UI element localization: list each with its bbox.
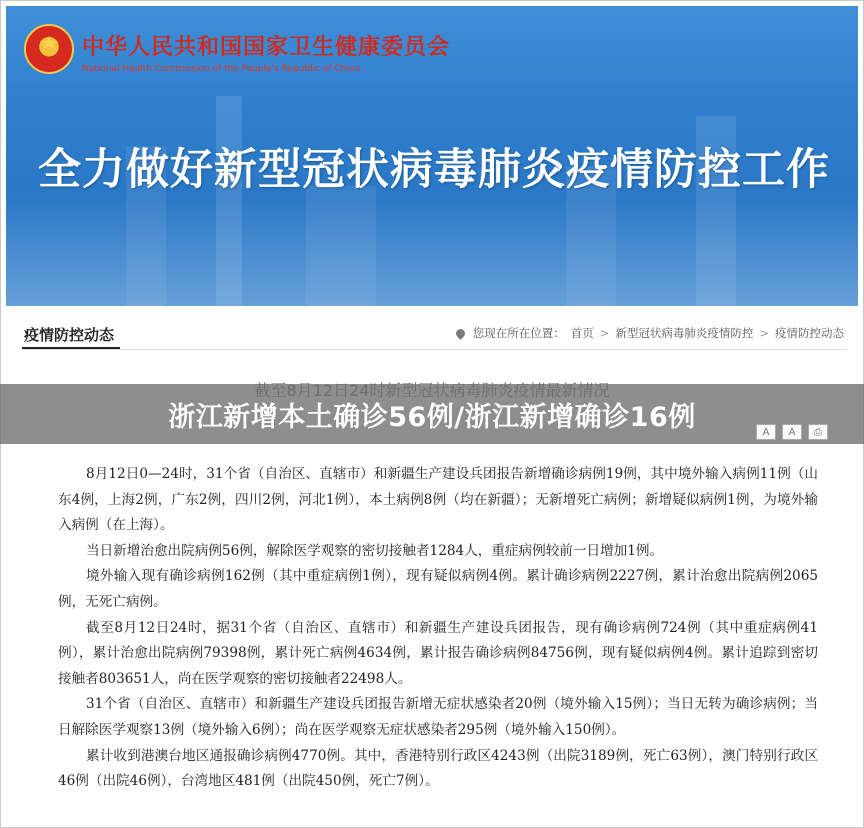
article-paragraph: 累计收到港澳台地区通报确诊病例4770例。其中，香港特别行政区4243例（出院3189例，死亡63例），澳门特别行政区46例（出院46例），台湾地区481例（出院450例，死亡7例）。 [58,747,818,790]
national-emblem-icon[interactable] [24,24,74,74]
section-divider [22,349,846,350]
breadcrumb-prefix: 您现在所在位置： [472,326,565,340]
font-larger-button[interactable]: A [756,424,776,440]
banner-skyline [6,196,858,306]
article-paragraph: 当日新增治愈出院病例56例，解除医学观察的密切接触者1284人，重症病例较前一日增加1例。 [86,542,664,559]
org-name-en: National Health Commission of the People's Republic of China [82,64,361,74]
breadcrumb-epidemic-link[interactable]: 新型冠状病毒肺炎疫情防控 [615,326,754,340]
breadcrumb-home-link[interactable]: 首页 [570,326,594,340]
article-paragraph: 31个省（自治区、直辖市）和新疆生产建设兵团报告新增无症状感染者20例（境外输入15例）；当日无转为确诊病例；当日解除医学观察13例（境外输入6例）；尚在医学观察无症状感染者295例（境外输入150例）。 [58,696,818,738]
font-smaller-button[interactable]: A [782,424,802,440]
article-body [58,462,818,795]
banner-title: 全力做好新型冠状病毒肺炎疫情防控工作 [38,145,830,195]
overlay-headline: 浙江新增本土确诊56例/浙江新增确诊16例 [168,401,696,433]
location-pin-icon [454,327,467,340]
print-icon[interactable]: ⎙ [808,424,828,440]
article-tools [756,424,828,440]
article-paragraph: 境外输入现有确诊病例162例（其中重症病例1例），现有疑似病例4例。累计确诊病例2227例，累计治愈出院病例2065例，无死亡病例。 [58,568,818,610]
section-title: 疫情防控动态 [24,326,115,344]
breadcrumb-separator: > [599,326,610,340]
breadcrumb-separator: > [759,326,769,340]
headline-overlay [0,384,864,444]
breadcrumb-current[interactable]: 疫情防控动态 [775,326,844,340]
breadcrumb [456,325,844,341]
article-paragraph: 截至8月12日24时，据31个省（自治区、直辖市）和新疆生产建设兵团报告，现有确诊病例724例（其中重症病例41例），累计治愈出院病例79398例，累计死亡病例4634例，累计报告确诊病例84756例，现有疑似病例4例。累计追踪到密切接触者803651人，尚在医学观察的密切接触者22498人。 [58,619,818,687]
org-name-cn[interactable]: 中华人民共和国国家卫生健康委员会 [82,34,451,60]
article-paragraph: 8月12日0—24时，31个省（自治区、直辖市）和新疆生产建设兵团报告新增确诊病例19例，其中境外输入病例11例（山东4例，上海2例，广东2例，四川2例，河北1例），本土病例8例（均在新疆）；无新增死亡病例；新增疑似病例1例，为境外输入病例（在上海）。 [58,466,818,534]
header-banner [6,6,858,306]
